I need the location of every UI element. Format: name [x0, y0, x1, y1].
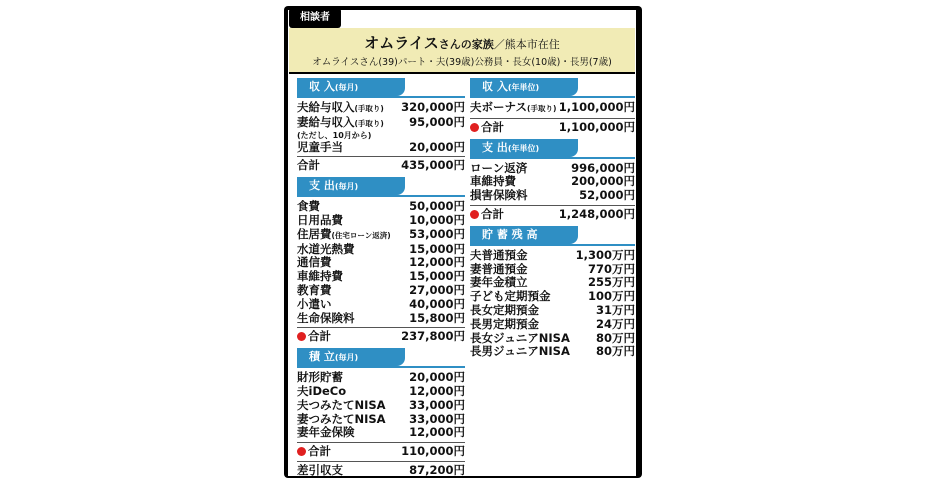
income-yearly-section	[470, 78, 635, 135]
list-item: 子ども定期預金 100万円	[470, 289, 635, 304]
section-heading: 貯 蓄 残 高	[470, 226, 578, 244]
list-item: 生命保険料 15,800円	[297, 310, 465, 325]
list-item: 夫ボーナス(手取り) 1,100,000円	[470, 100, 635, 114]
red-dot-icon	[470, 123, 479, 132]
consultant-tag: 相談者	[289, 8, 341, 28]
income-monthly-section	[297, 78, 465, 173]
list-item: 教育費 27,000円	[297, 282, 465, 297]
divider	[297, 461, 465, 462]
section-heading: 収 入(毎月)	[297, 78, 405, 96]
list-item: 妻普通預金 770万円	[470, 261, 635, 276]
section-divider	[297, 366, 465, 368]
total-row: 合計 435,000円	[297, 158, 465, 173]
section-heading: 積 立(毎月)	[297, 348, 405, 366]
list-item: 夫つみたてNISA 33,000円	[297, 397, 465, 412]
left-column	[297, 78, 465, 482]
divider	[297, 156, 465, 157]
list-item: 食費 50,000円	[297, 199, 465, 214]
section-divider	[470, 244, 635, 246]
list-item: 妻年金保険 12,000円	[297, 425, 465, 440]
savings-monthly-section	[297, 348, 465, 478]
section-heading: 支 出(年単位)	[470, 139, 578, 157]
red-dot-icon	[297, 332, 306, 341]
list-item: 夫給与収入(手取り) 320,000円	[297, 100, 465, 114]
list-item: 日用品費 10,000円	[297, 212, 465, 227]
footnote: (ただし、10月から)	[297, 130, 372, 140]
list-item: 長男定期預金 24万円	[470, 316, 635, 331]
family-title: オムライスさんの家族／熊本市在住	[364, 34, 560, 52]
red-dot-icon	[297, 447, 306, 456]
list-item: 財形貯蓄 20,000円	[297, 370, 465, 385]
expense-yearly-section	[470, 139, 635, 222]
list-item: 水道光熱費 15,000円	[297, 241, 465, 256]
list-item: 損害保険料 52,000円	[470, 188, 635, 203]
expense-monthly-section	[297, 177, 465, 344]
section-divider	[297, 96, 465, 98]
total-row: 合計 110,000円	[297, 445, 465, 459]
red-dot-icon	[470, 210, 479, 219]
section-heading: 収 入(年単位)	[470, 78, 578, 96]
list-item: 長女ジュニアNISA 80万円	[470, 330, 635, 345]
list-item: 妻つみたてNISA 33,000円	[297, 411, 465, 426]
divider	[297, 327, 465, 328]
divider	[470, 118, 635, 119]
divider	[297, 442, 465, 443]
deposits-section	[470, 226, 635, 359]
list-item: 児童手当 20,000円	[297, 139, 465, 154]
family-members: オムライスさん(39)パート・夫(39歳)公務員・長女(10歳)・長男(7歳)	[312, 57, 612, 68]
list-item: 長男ジュニアNISA 80万円	[470, 344, 635, 359]
list-item: 妻年金積立 255万円	[470, 275, 635, 290]
list-item: 住居費(住宅ローン返済) 53,000円	[297, 226, 465, 241]
list-item: 夫普通預金 1,300万円	[470, 247, 635, 262]
family-location: ／熊本市在住	[493, 38, 560, 51]
family-header	[289, 28, 635, 74]
list-item: 長女定期預金 31万円	[470, 302, 635, 317]
right-column	[470, 78, 635, 363]
section-divider	[297, 195, 465, 197]
total-row: 合計 1,248,000円	[470, 208, 635, 222]
list-item: 車維持費 15,000円	[297, 269, 465, 284]
list-item: 小遣い 40,000円	[297, 296, 465, 311]
list-item: ローン返済 996,000円	[470, 160, 635, 175]
divider	[470, 205, 635, 206]
list-item: 妻給与収入(手取り) 95,000円	[297, 114, 465, 129]
section-divider	[470, 96, 635, 98]
list-item: 通信費 12,000円	[297, 255, 465, 270]
list-item: 夫iDeCo 12,000円	[297, 383, 465, 398]
balance-row: 差引収支 87,200円	[297, 462, 465, 477]
total-row: 合計 1,100,000円	[470, 121, 635, 135]
list-item: 車維持費 200,000円	[470, 174, 635, 189]
section-heading: 支 出(毎月)	[297, 177, 405, 195]
total-row: 合計 237,800円	[297, 330, 465, 344]
